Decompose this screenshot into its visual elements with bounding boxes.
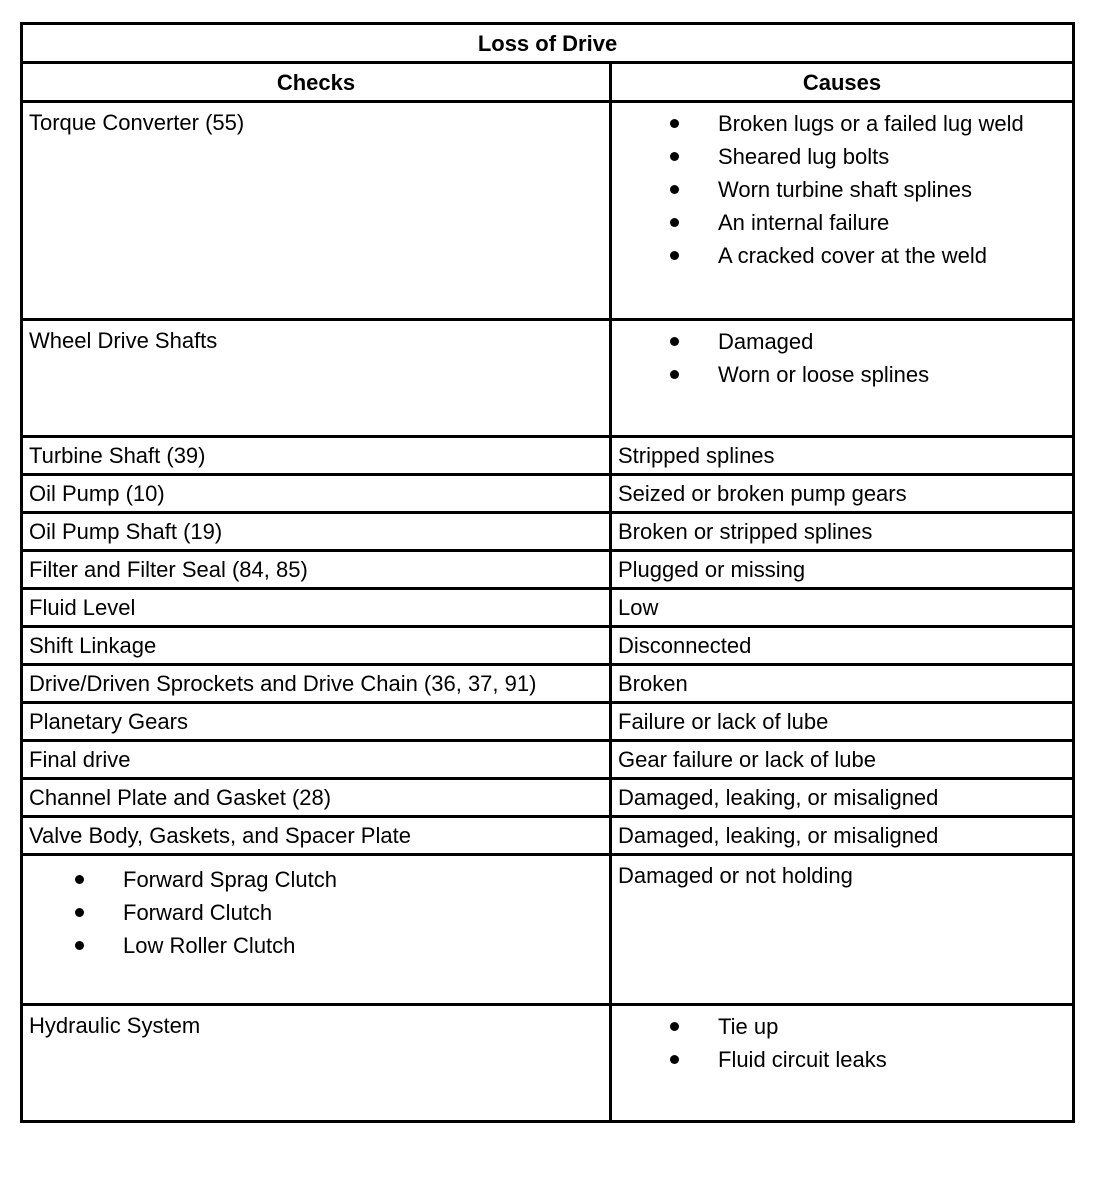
bullet-icon [670,1055,679,1064]
bullet-icon [670,152,679,161]
cause-cell [611,102,1074,320]
cause-cell [611,779,1074,817]
check-cell [22,627,611,665]
list-item [23,896,609,929]
check-text: Hydraulic System [29,1013,201,1038]
check-text: Final drive [29,747,131,772]
cause-bullet-list [618,1006,1072,1076]
list-item [618,173,1072,206]
cause-cell [611,627,1074,665]
cause-bullet-list [618,321,1072,391]
check-cell [22,665,611,703]
check-text: Valve Body, Gaskets, and Spacer Plate [29,823,411,848]
check-text: Channel Plate and Gasket (28) [29,785,332,810]
column-header-checks: Checks [22,63,611,102]
cause-text: Plugged or missing [618,557,806,582]
cause-cell [611,703,1074,741]
check-cell [22,1005,611,1122]
table-row [22,627,1074,665]
cause-cell [611,741,1074,779]
check-text: Wheel Drive Shafts [29,328,218,353]
cause-cell [611,817,1074,855]
bullet-icon [670,185,679,194]
list-item [23,929,609,962]
column-header-causes: Causes [611,63,1074,102]
list-item [618,140,1072,173]
bullet-icon [670,337,679,346]
list-item [618,1043,1072,1076]
list-item [618,239,1072,272]
check-cell [22,855,611,1005]
check-cell [22,475,611,513]
list-item [618,1010,1072,1043]
cause-text: Low [618,595,659,620]
cause-text: Damaged, leaking, or misaligned [618,785,939,810]
bullet-icon [670,119,679,128]
cause-text: Damaged [718,329,814,354]
check-text: Filter and Filter Seal (84, 85) [29,557,308,582]
cause-text: Gear failure or lack of lube [618,747,877,772]
cause-text: Broken or stripped splines [618,519,873,544]
cause-text: Failure or lack of lube [618,709,829,734]
check-cell [22,102,611,320]
cause-text: Disconnected [618,633,752,658]
table-row [22,741,1074,779]
cause-cell [611,1005,1074,1122]
cause-text: Damaged or not holding [618,863,853,888]
bullet-icon [670,1022,679,1031]
check-text: Forward Clutch [123,900,273,925]
check-text: Oil Pump Shaft (19) [29,519,223,544]
bullet-icon [670,218,679,227]
table-row [22,817,1074,855]
cause-text: Seized or broken pump gears [618,481,907,506]
cause-cell [611,551,1074,589]
check-cell [22,320,611,437]
bullet-icon [75,875,84,884]
table-title: Loss of Drive [22,24,1074,63]
cause-text: A cracked cover at the weld [718,243,988,268]
table-row [22,475,1074,513]
table-row [22,320,1074,437]
bullet-icon [670,251,679,260]
cause-cell [611,855,1074,1005]
check-text: Torque Converter (55) [29,110,245,135]
list-item [23,863,609,896]
check-text: Oil Pump (10) [29,481,165,506]
list-item [618,325,1072,358]
cause-text: An internal failure [718,210,890,235]
check-text: Low Roller Clutch [123,933,296,958]
list-item [618,358,1072,391]
cause-cell [611,475,1074,513]
table-row [22,779,1074,817]
cause-text: Stripped splines [618,443,775,468]
table-row [22,703,1074,741]
cause-text: Damaged, leaking, or misaligned [618,823,939,848]
table-row [22,589,1074,627]
table-row [22,551,1074,589]
check-cell [22,589,611,627]
table-row [22,855,1074,1005]
list-item [618,107,1072,140]
table-row [22,665,1074,703]
table-row [22,513,1074,551]
cause-text: Sheared lug bolts [718,144,890,169]
cause-cell [611,320,1074,437]
cause-text: Worn turbine shaft splines [718,177,972,202]
cause-cell [611,665,1074,703]
check-cell [22,817,611,855]
cause-text: Fluid circuit leaks [718,1047,887,1072]
check-bullet-list [23,856,609,962]
check-cell [22,437,611,475]
cause-cell [611,589,1074,627]
check-text: Forward Sprag Clutch [123,867,337,892]
check-text: Drive/Driven Sprockets and Drive Chain (36, 37, 91) [29,671,537,696]
check-cell [22,741,611,779]
loss-of-drive-table [20,22,1075,1123]
check-cell [22,779,611,817]
bullet-icon [75,941,84,950]
cause-text: Broken lugs or a failed lug weld [718,111,1024,136]
list-item [618,206,1072,239]
cause-text: Tie up [718,1014,779,1039]
cause-cell [611,437,1074,475]
check-text: Fluid Level [29,595,136,620]
table-row [22,102,1074,320]
table-row [22,1005,1074,1122]
check-cell [22,703,611,741]
check-text: Turbine Shaft (39) [29,443,206,468]
cause-text: Broken [618,671,688,696]
bullet-icon [670,370,679,379]
check-cell [22,551,611,589]
cause-bullet-list [618,103,1072,272]
check-cell [22,513,611,551]
cause-text: Worn or loose splines [718,362,930,387]
cause-cell [611,513,1074,551]
check-text: Shift Linkage [29,633,157,658]
table-row [22,437,1074,475]
bullet-icon [75,908,84,917]
check-text: Planetary Gears [29,709,188,734]
